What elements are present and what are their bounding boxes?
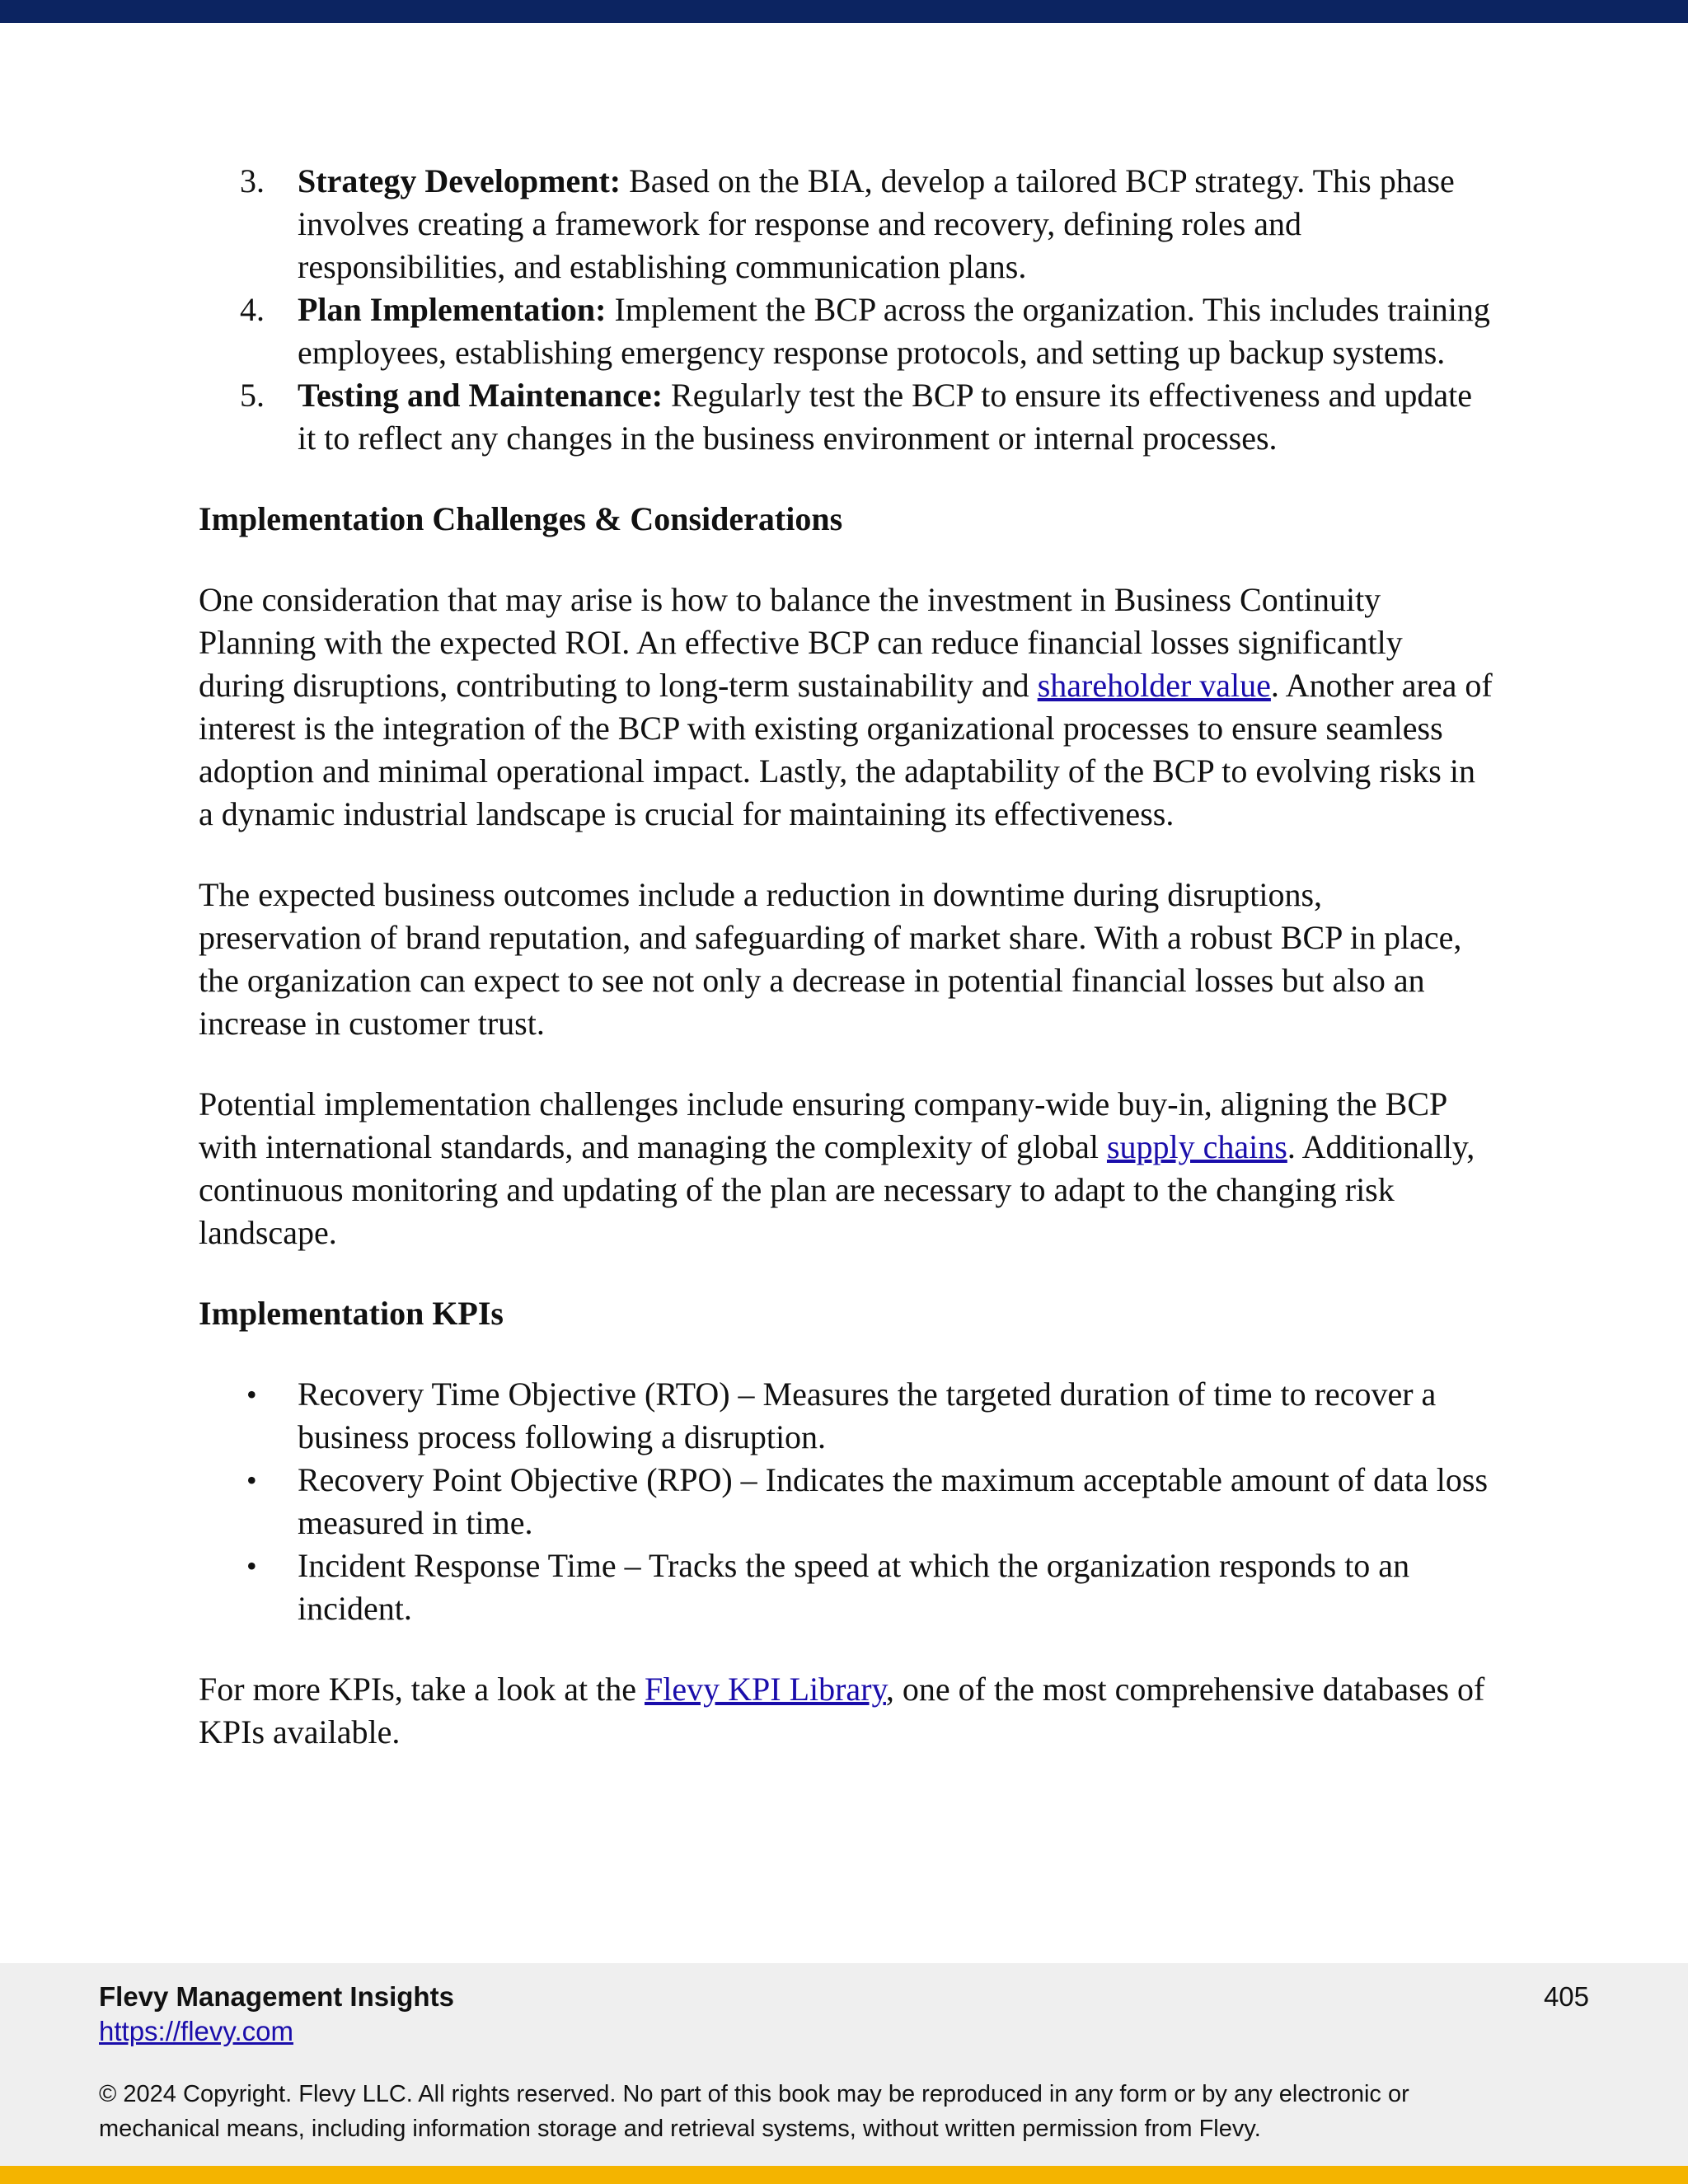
list-item: [199, 288, 1493, 374]
top-accent-bar: [0, 0, 1688, 23]
page-number: 405: [1543, 1981, 1589, 2012]
list-number: 5.: [240, 377, 265, 414]
list-item: [199, 160, 1493, 288]
step-title: Strategy Development:: [298, 162, 621, 199]
list-item: [199, 1459, 1493, 1544]
list-item: [199, 1373, 1493, 1459]
section-heading-kpis: Implementation KPIs: [199, 1295, 504, 1332]
step-text: Based on the BIA, develop a tailored BCP strategy. This phase involves creating a framework for response and recovery, defining roles and responsibilities, and establishing communication plans.: [298, 162, 1455, 285]
paragraph-text: One consideration that may arise is how to balance the investment in Business Continuity Planning with the expected ROI. An effective BCP can reduce financial losses significantly during disruptions, contributing to long-term sustainability and: [199, 581, 1403, 704]
paragraph-roi: [199, 579, 1493, 836]
paragraph-outcomes: The expected business outcomes include a reduction in downtime during disruptions, preservation of brand reputation, and safeguarding of market share. With a robust BCP in place, the organization can expect to see not only a decrease in potential financial losses but also an increase in customer trust.: [199, 876, 1462, 1042]
step-title: Plan Implementation:: [298, 291, 607, 328]
paragraph-text: , one of the most comprehensive databases of KPIs available.: [199, 1671, 1485, 1750]
steps-list: [199, 160, 1493, 460]
footer-title: Flevy Management Insights: [99, 1981, 454, 2012]
paragraph-more-kpis: [199, 1668, 1493, 1754]
paragraph-text: Potential implementation challenges include ensuring company-wide buy-in, aligning the BCP with international standards, and managing the complexity of global: [199, 1085, 1447, 1165]
page-footer: [0, 1963, 1688, 2166]
kpi-list: [199, 1373, 1493, 1630]
list-item: [199, 1544, 1493, 1630]
kpi-text: Incident Response Time – Tracks the speed at which the organization responds to an incident.: [298, 1547, 1410, 1627]
shareholder-value-link[interactable]: shareholder value: [1037, 667, 1271, 704]
step-text: Implement the BCP across the organization. This includes training employees, establishing emergency response protocols, and setting up backup systems.: [298, 291, 1490, 371]
list-item: [199, 374, 1493, 460]
bullet-icon: •: [246, 1549, 257, 1582]
kpi-text: Recovery Point Objective (RPO) – Indicates the maximum acceptable amount of data loss measured in time.: [298, 1461, 1489, 1541]
step-title: Testing and Maintenance:: [298, 377, 663, 414]
page-content: [199, 160, 1493, 1754]
list-number: 4.: [240, 291, 265, 328]
supply-chains-link[interactable]: supply chains: [1106, 1128, 1287, 1165]
paragraph-challenges: [199, 1083, 1493, 1254]
kpi-text: Recovery Time Objective (RTO) – Measures the targeted duration of time to recover a business process following a disruption.: [298, 1376, 1437, 1455]
copyright-notice: © 2024 Copyright. Flevy LLC. All rights reserved. No part of this book may be reproduced in any form or by any electronic or mechanical means, including information storage and retrieval systems, without written permission from Flevy.: [99, 2081, 1409, 2142]
section-heading-challenges: Implementation Challenges & Considerations: [199, 500, 843, 537]
bullet-icon: •: [246, 1378, 257, 1411]
bottom-accent-bar: [0, 2166, 1688, 2184]
footer-url-link[interactable]: https://flevy.com: [99, 2016, 293, 2046]
step-text: Regularly test the BCP to ensure its effectiveness and update it to reflect any changes in the business environment or internal processes.: [298, 377, 1473, 457]
paragraph-text: For more KPIs, take a look at the: [199, 1671, 645, 1708]
paragraph-text: . Another area of interest is the integration of the BCP with existing organizational processes to ensure seamless adoption and minimal operational impact. Lastly, the adaptability of the BCP to evolving risks in a dynamic industrial landscape is crucial for maintaining its effectiveness.: [199, 667, 1493, 832]
bullet-icon: •: [246, 1464, 257, 1497]
paragraph-text: . Additionally, continuous monitoring and updating of the plan are necessary to adapt to the changing risk landscape.: [199, 1128, 1475, 1251]
kpi-library-link[interactable]: Flevy KPI Library: [645, 1671, 886, 1708]
list-number: 3.: [240, 162, 265, 199]
